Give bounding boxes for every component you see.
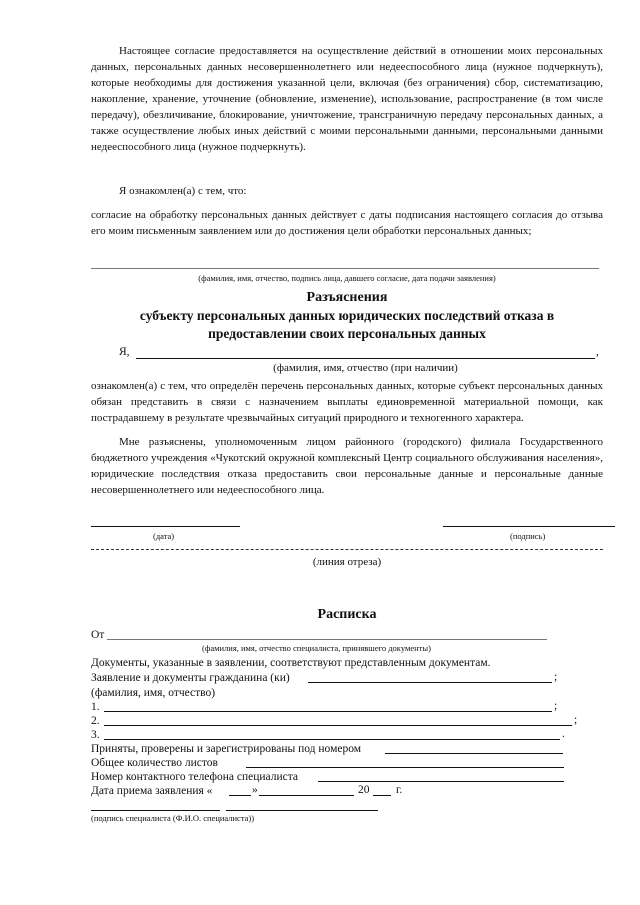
consent-validity-paragraph: согласие на обработку персональных данных действует с даты подписания настоящего согласия до отзыва его моим письменным заявлением или до достижения цели обработки персональных данных; — [91, 209, 603, 237]
receipt-item-1-label: 1. — [91, 701, 100, 713]
explanation-subtitle-2: предоставлении своих персональных данных — [208, 326, 486, 341]
receipt-title: Расписка — [317, 607, 377, 622]
receipt-item-1-field[interactable] — [104, 711, 552, 712]
receipt-docs-match: Документы, указанные в заявлении, соответствуют представленным документам. — [91, 657, 491, 669]
receipt-item-3-label: 3. — [91, 729, 100, 741]
consent-paragraph-1: Настоящее согласие предоставляется на осуществление действий в отношении моих персональных данных, персональных данных несовершеннолетнего или недееспособного лица (нужное подчеркнуть), которые необходимы для достижения указанной цели, включая (без ограничения) сбор, систематизацию, накопление, хранение, уточнение (обновление, изменение), использование, распространение (в том числе передачу), обезличивание, блокирование, уничтожение, трансграничную передачу персональных данных, а также осуществление любых иных действий с моими персональными данными, персональными данными недееспособного лица (нужное подчеркнуть). — [91, 45, 603, 153]
receipt-citizen-field[interactable] — [308, 682, 552, 683]
cut-line — [91, 549, 603, 550]
receipt-date-close-quote: » — [252, 784, 258, 796]
explanation-date-field[interactable] — [91, 526, 240, 527]
receipt-from-label: От — [91, 629, 105, 641]
receipt-phone-label: Номер контактного телефона специалиста — [91, 771, 299, 783]
explanation-name-field[interactable] — [136, 358, 595, 359]
receipt-item-2-field[interactable] — [104, 725, 572, 726]
explanation-subtitle-1: субъекту персональных данных юридических последствий отказа в — [139, 308, 555, 323]
explanation-signature-field[interactable] — [443, 526, 615, 527]
receipt-signature-caption: (подпись специалиста (Ф.И.О. специалиста)) — [91, 813, 255, 823]
receipt-sheets-label: Общее количество листов — [91, 757, 218, 769]
receipt-date-year-suffix: г. — [396, 784, 403, 796]
receipt-signature-field[interactable] — [91, 810, 220, 811]
explanation-title: Разъяснения — [306, 290, 388, 305]
receipt-phone-field[interactable] — [318, 781, 564, 782]
receipt-item-1-semicolon: ; — [554, 700, 558, 712]
receipt-item-2-semicolon: ; — [574, 714, 578, 726]
receipt-specialist-name-field[interactable] — [226, 810, 378, 811]
receipt-citizen-label: Заявление и документы гражданина (ки) — [91, 672, 290, 684]
receipt-citizen-semicolon: ; — [554, 671, 558, 683]
receipt-date-day-field[interactable] — [229, 795, 251, 796]
receipt-sheets-field[interactable] — [246, 767, 564, 768]
consent-signature-caption: (фамилия, имя, отчество, подпись лица, давшего согласие, дата подачи заявления) — [198, 273, 496, 283]
explanation-i-label: Я, — [119, 346, 130, 358]
receipt-date-year-prefix: 20 — [358, 784, 370, 796]
explanation-date-caption: (дата) — [153, 531, 175, 541]
explanation-signature-caption: (подпись) — [510, 531, 546, 541]
consent-acknowledge-line: Я ознакомлен(а) с тем, что: — [119, 185, 247, 197]
explanation-paragraph-1: ознакомлен(а) с тем, что определён перечень персональных данных, которые субъект персональных данных обязан представить в связи с назначением выплаты единовременной материальной помощи, как пострадавшему в результате чрезвычайных ситуаций природного и техногенного характера. — [91, 380, 603, 424]
receipt-date-month-field[interactable] — [259, 795, 354, 796]
receipt-date-year-field[interactable] — [373, 795, 391, 796]
receipt-citizen-caption: (фамилия, имя, отчество) — [91, 687, 216, 699]
receipt-registered-label: Приняты, проверены и зарегистрированы под номером — [91, 743, 362, 755]
cut-line-caption: (линия отреза) — [312, 556, 382, 568]
receipt-from-field[interactable] — [107, 639, 547, 640]
explanation-name-caption: (фамилия, имя, отчество (при наличии) — [273, 362, 458, 374]
receipt-from-caption: (фамилия, имя, отчество специалиста, принявшего документы) — [202, 643, 431, 653]
receipt-item-3-field[interactable] — [104, 739, 560, 740]
receipt-item-2-label: 2. — [91, 715, 100, 727]
consent-signature-line — [91, 268, 599, 269]
receipt-registered-field[interactable] — [385, 753, 563, 754]
receipt-item-3-period: . — [562, 728, 565, 740]
explanation-name-comma: , — [596, 346, 599, 358]
explanation-paragraph-2: Мне разъяснены, уполномоченным лицом районного (городского) филиала Государственного бюджетного учреждения «Чукотский окружной комплексный Центр социального обслуживания населения», юридические последствия отказа предоставить свои персональные данные и персональные данные несовершеннолетнего или недееспособного лица. — [91, 436, 603, 496]
receipt-date-label: Дата приема заявления « — [91, 785, 213, 797]
